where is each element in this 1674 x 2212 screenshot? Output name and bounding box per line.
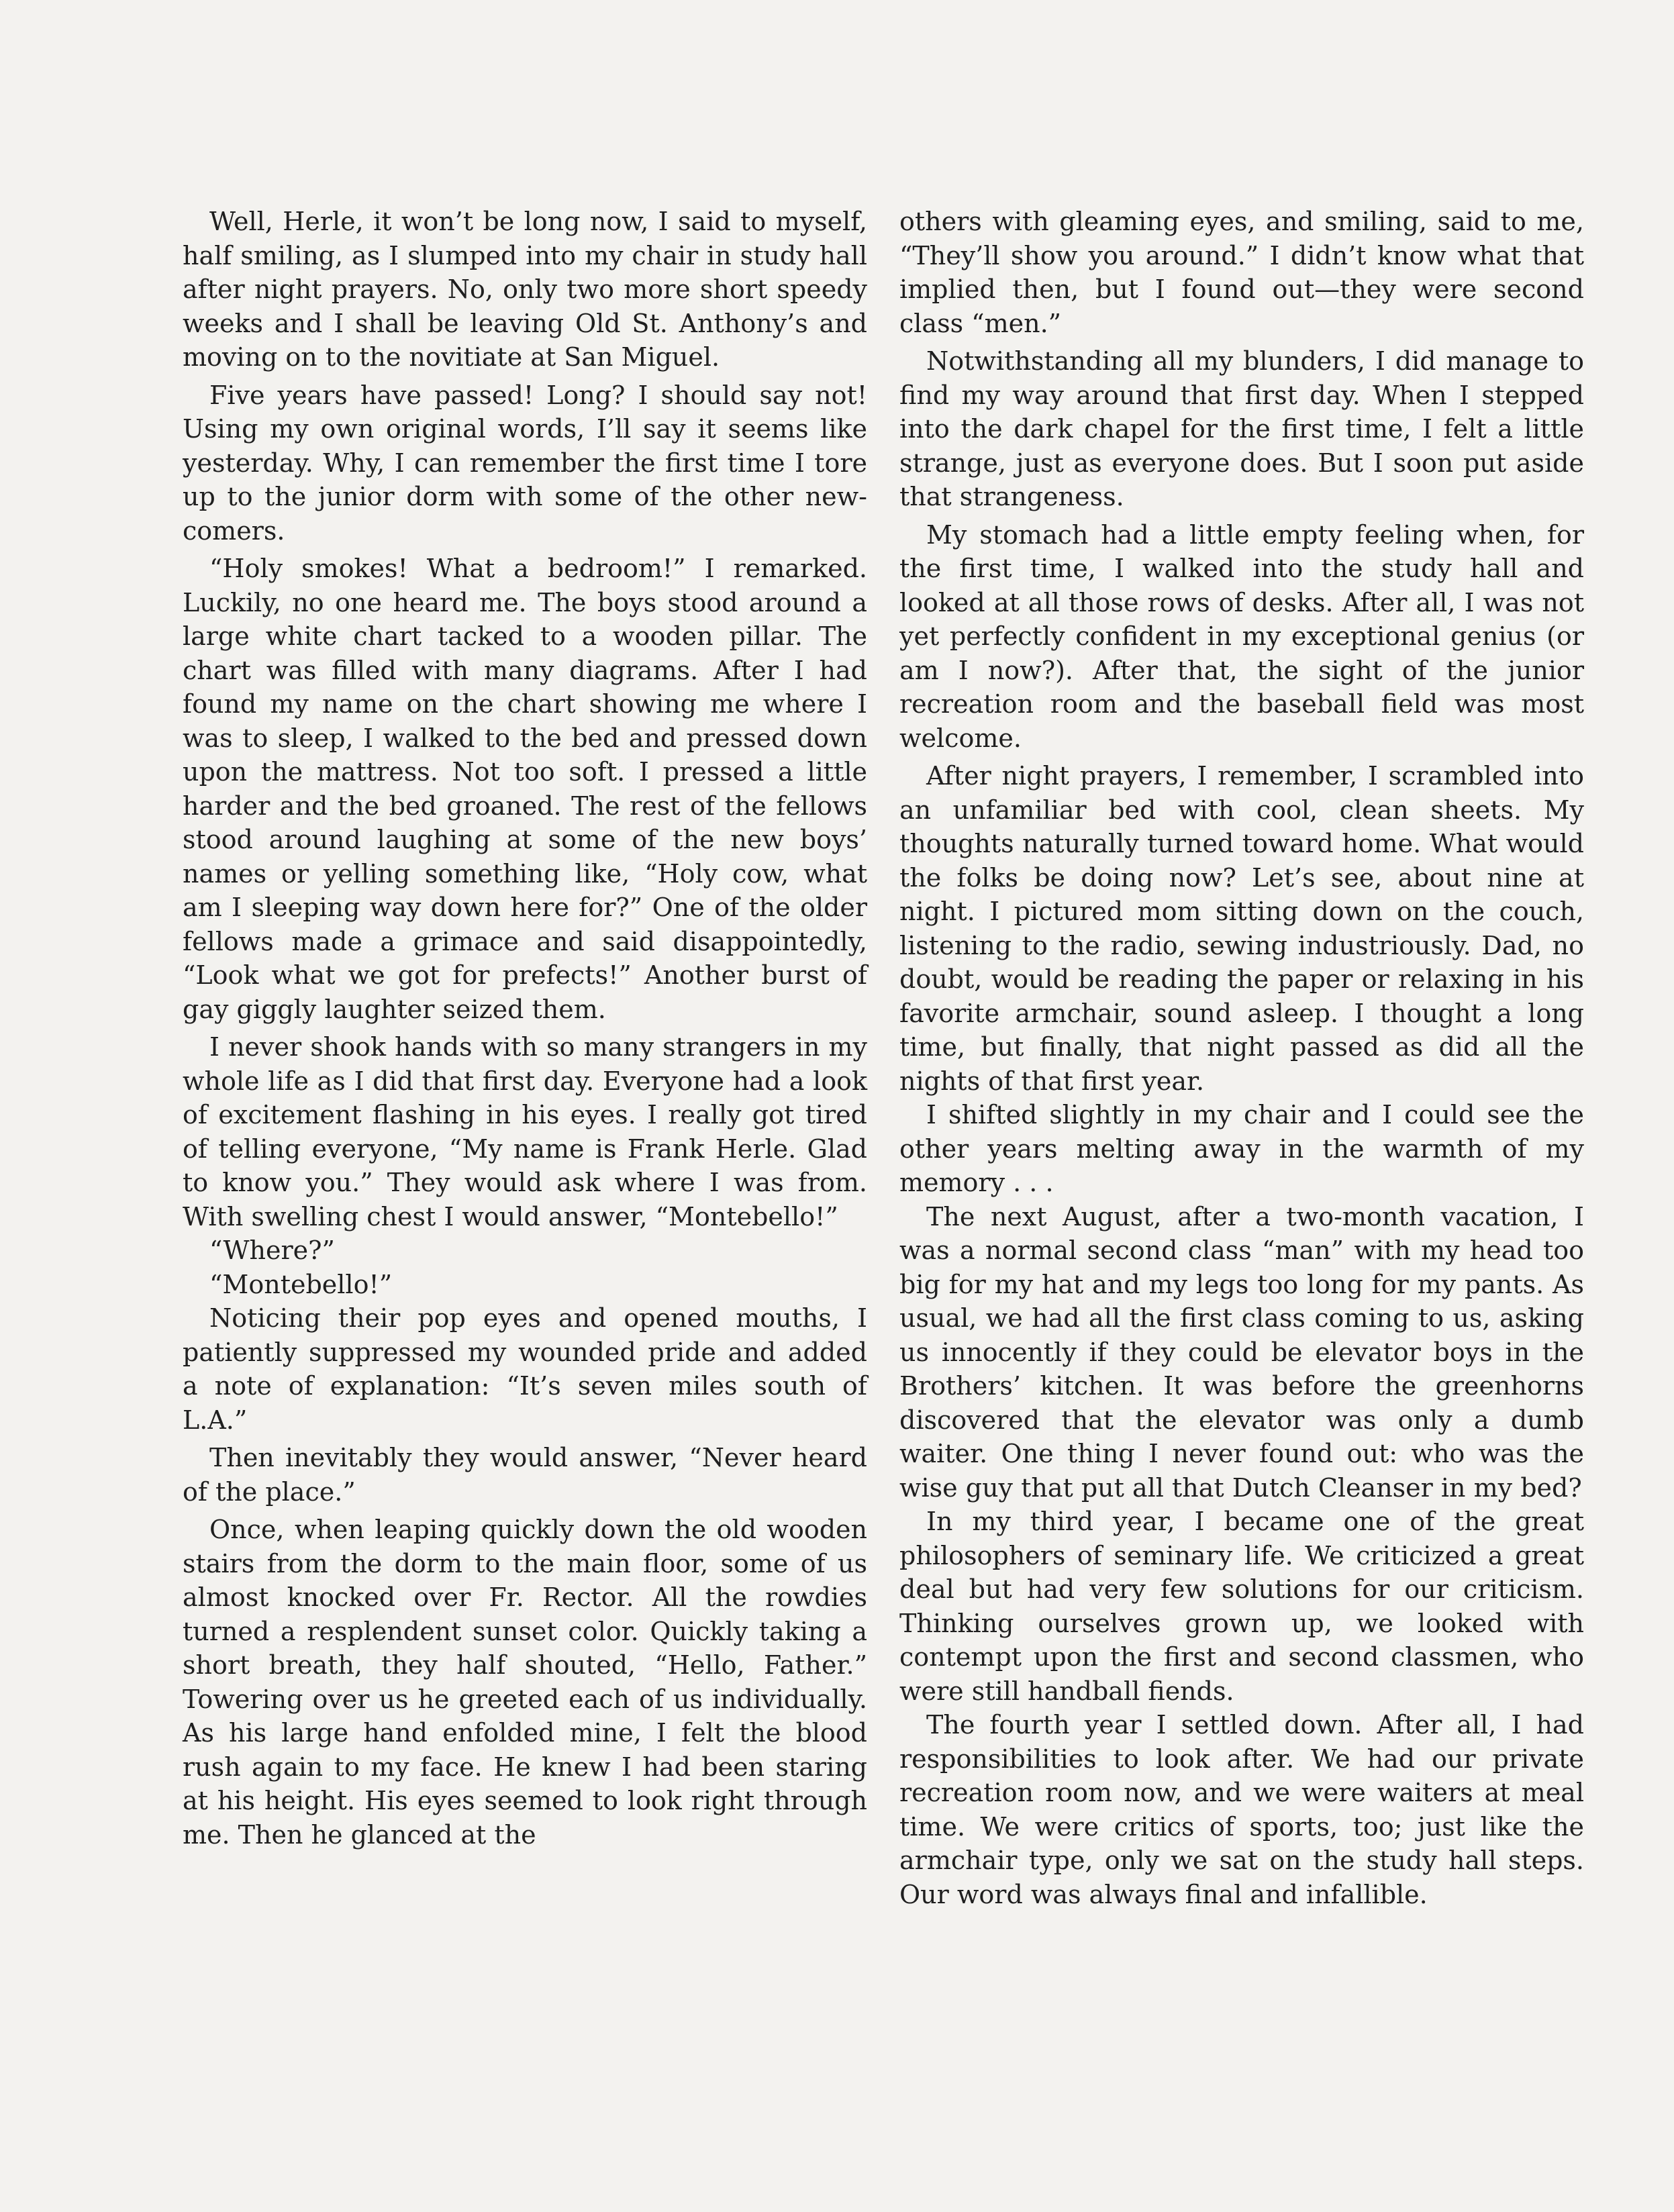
left-column	[183, 205, 867, 1856]
paragraph: I never shook hands with so many strangers in my whole life as I did that first day. Everyone had a look of excitement flashing in his eyes. I really got tired of telling everyone, “My name is Frank Herle. Glad to know you.” They would ask where I was from. With swelling chest I would answer, “Montebello!”	[183, 1032, 867, 1231]
right-column	[899, 205, 1584, 1915]
paragraph: Then inevitably they would answer, “Never heard of the place.”	[183, 1443, 867, 1507]
paragraph: Noticing their pop eyes and opened mouths, I patiently suppressed my wounded pride and added a note of explanation: “It’s seven miles south of L.A.”	[183, 1303, 867, 1435]
paragraph: “Where?”	[209, 1236, 335, 1265]
paragraph: I shifted slightly in my chair and I could see the other years melting away in the warmth of my memory . . .	[899, 1100, 1584, 1197]
paragraph: The next August, after a two-month vacation, I was a normal second class “man” with my head too big for my hat and my legs too long for my pants. As usual, we had all the first class coming to us, asking us innocently if they could be elevator boys in the Brothers’ kitchen. It was before the greenhorns discovered that the elevator was only a dumb waiter. One thing I never found out: who was the wise guy that put all that Dutch Cleanser in my bed?	[899, 1201, 1584, 1503]
paragraph: In my third year, I became one of the great philosophers of seminary life. We criticized a great deal but had very few solutions for our criticism. Thinking ourselves grown up, we looked with contempt upon the first and second classmen, who were still handball fiends.	[899, 1507, 1584, 1706]
paragraph: “Montebello!”	[209, 1269, 393, 1299]
paragraph: others with gleaming eyes, and smiling, said to me, “They’ll show you around.” I didn’t know what that implied then, but I found out—they were second class “men.”	[899, 207, 1584, 338]
paragraph: Five years have passed! Long? I should say not! Using my own original words, I’ll say it seems like yesterday. Why, I can remember the first time I tore up to the junior dorm with some of the other new-comers.	[183, 380, 867, 546]
paragraph: My stomach had a little empty feeling when, for the first time, I walked into the study hall and looked at all those rows of desks. After all, I was not yet perfectly confident in my exceptional genius (or am I now?). After that, the sight of the junior recreation room and the baseball field was most welcome.	[899, 519, 1584, 753]
paragraph: “Holy smokes! What a bedroom!” I remarked. Luckily, no one heard me. The boys stood around a large white chart tacked to a wooden pillar. The chart was filled with many diagrams. After I had found my name on the chart showing me where I was to sleep, I walked to the bed and pressed down upon the mattress. Not too soft. I pressed a little harder and the bed groaned. The rest of the fellows stood around laughing at some of the new boys’ names or yelling something like, “Holy cow, what am I sleeping way down here for?” One of the older fellows made a grimace and said disappointedly, “Look what we got for prefects!” Another burst of gay giggly laughter seized them.	[183, 554, 867, 1024]
paragraph: The fourth year I settled down. After all, I had responsibilities to look after. We had our private recreation room now, and we were waiters at meal time. We were critics of sports, too; just like the armchair type, only we sat on the study hall steps. Our word was always final and infallible.	[899, 1710, 1584, 1909]
paragraph: Well, Herle, it won’t be long now, I said to myself, half smiling, as I slumped into my chair in study hall after night prayers. No, only two more short speedy weeks and I shall be leaving Old St. Anthony’s and moving on to the novitiate at San Miguel.	[183, 207, 867, 372]
paragraph: Notwithstanding all my blunders, I did manage to find my way around that first day. When I stepped into the dark chapel for the first time, I felt a little strange, just as everyone does. But I soon put aside that strangeness.	[899, 346, 1584, 511]
paragraph: After night prayers, I remember, I scrambled into an unfamiliar bed with cool, clean sheets. My thoughts naturally turned toward home. What would the folks be doing now? Let’s see, about nine at night. I pictured mom sitting down on the couch, listening to the radio, sewing industriously. Dad, no doubt, would be reading the paper or relaxing in his favorite armchair, sound asleep. I thought a long time, but finally, that night passed as did all the nights of that first year.	[899, 761, 1584, 1096]
paragraph: Once, when leaping quickly down the old wooden stairs from the dorm to the main floor, some of us almost knocked over Fr. Rector. All the rowdies turned a resplendent sunset color. Quickly taking a short breath, they half shouted, “Hello, Father.” Towering over us he greeted each of us individually. As his large hand enfolded mine, I felt the blood rush again to my face. He knew I had been staring at his height. His eyes seemed to look right through me. Then he glanced at the	[183, 1515, 867, 1850]
